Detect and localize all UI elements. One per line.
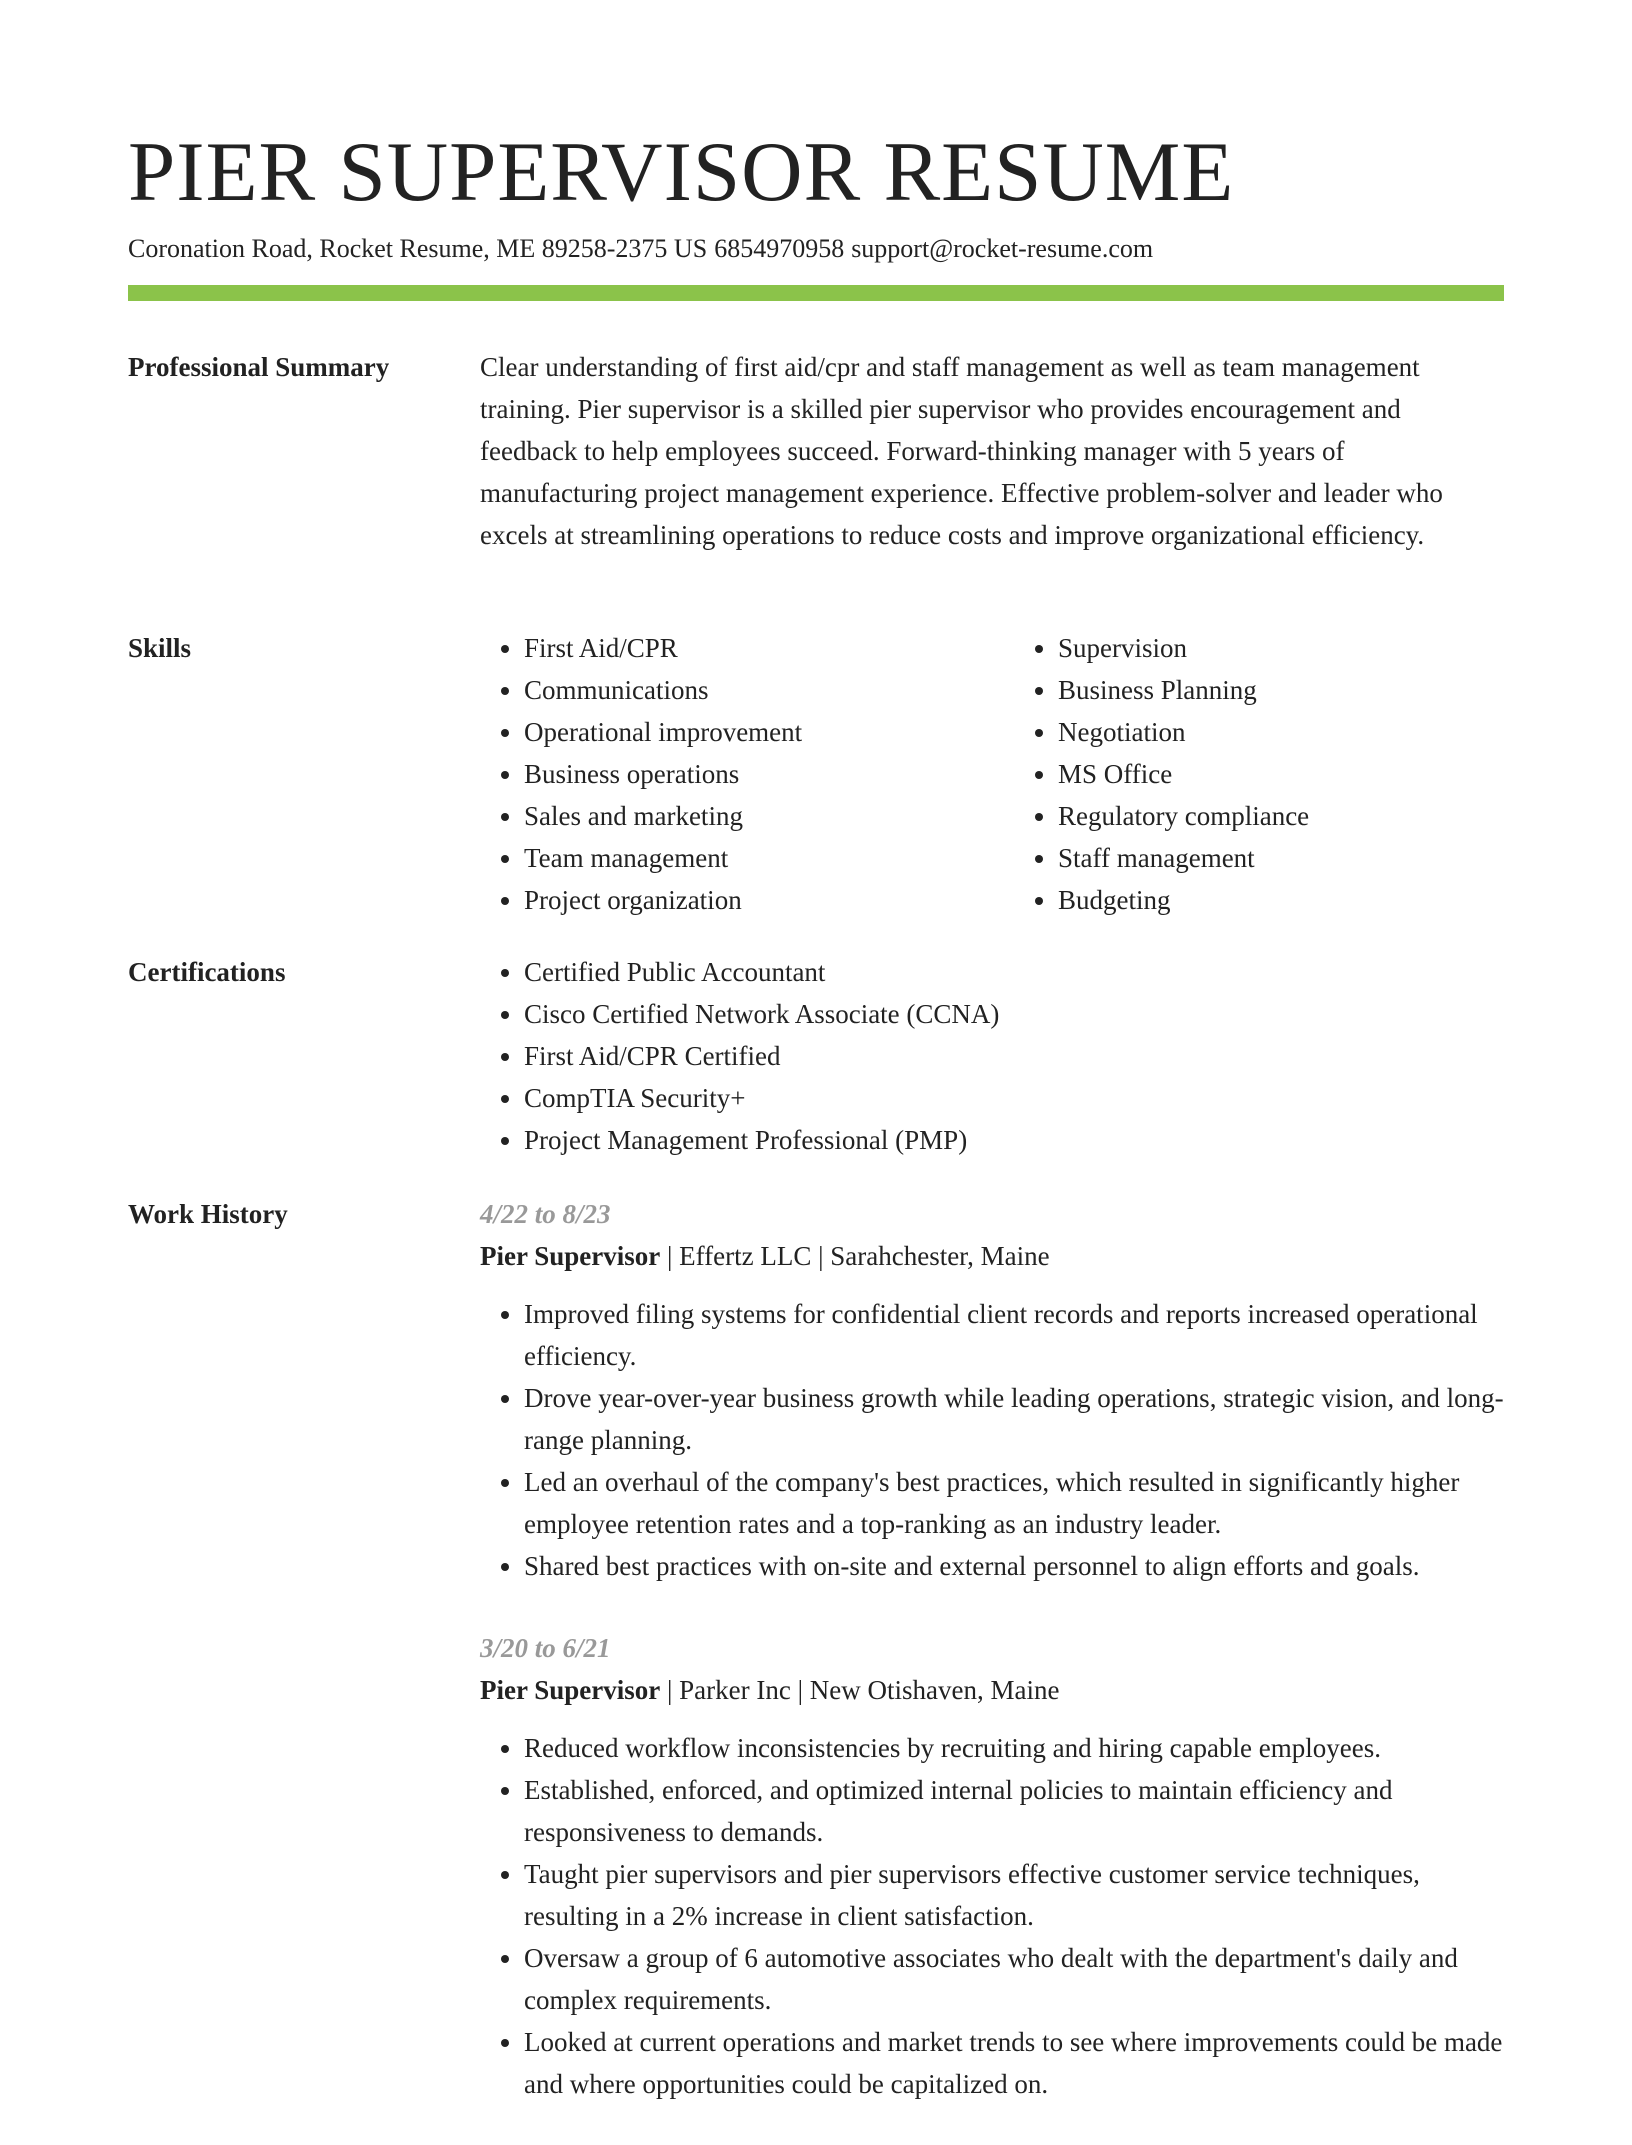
- list-item: • Project organization: [524, 879, 970, 921]
- skills-columns: [480, 627, 1504, 921]
- contact-line: [128, 231, 1153, 267]
- job-title-line: Pier Supervisor | Effertz LLC | Sarahchester, Maine: [480, 1241, 1050, 1271]
- summary-body: [480, 346, 1504, 556]
- list-item: • Regulatory compliance: [1058, 795, 1504, 837]
- work-history-body: [480, 1193, 1504, 2145]
- list-item: • Supervision: [1058, 627, 1504, 669]
- job-company: Parker Inc: [679, 1675, 791, 1705]
- job-location: Sarahchester, Maine: [830, 1241, 1050, 1271]
- list-item: • CompTIA Security+: [524, 1077, 1504, 1119]
- list-item: • First Aid/CPR: [524, 627, 970, 669]
- list-item: • Drove year-over-year business growth while leading operations, strategic vision, and long-range planning.: [524, 1377, 1504, 1461]
- list-item: • Taught pier supervisors and pier supervisors effective customer service techniques, resulting in a 2% increase in client satisfaction.: [524, 1853, 1504, 1937]
- certifications-list: [480, 951, 1504, 1161]
- list-item: • Established, enforced, and optimized internal policies to maintain efficiency and responsiveness to demands.: [524, 1769, 1504, 1853]
- skills-list-left: [480, 627, 970, 921]
- job-role: Pier Supervisor: [480, 1241, 661, 1271]
- job-entry: [480, 1627, 1504, 2105]
- summary-heading: Professional Summary: [128, 352, 390, 382]
- list-item: • Led an overhaul of the company's best practices, which resulted in significantly higher employee retention rates and a top-ranking as an industry leader.: [524, 1461, 1504, 1545]
- job-dates: 3/20 to 6/21: [480, 1633, 611, 1663]
- job-dates: 4/22 to 8/23: [480, 1199, 611, 1229]
- skills-list-right: [1014, 627, 1504, 921]
- resume-title: PIER SUPERVISOR RESUME: [128, 125, 1235, 219]
- list-item: • Operational improvement: [524, 711, 970, 753]
- list-item: • Improved filing systems for confidential client records and reports increased operational efficiency.: [524, 1293, 1504, 1377]
- skills-body: [480, 627, 1504, 921]
- list-item: • Shared best practices with on-site and external personnel to align efforts and goals.: [524, 1545, 1504, 1587]
- list-item: • MS Office: [1058, 753, 1504, 795]
- job-location: New Otishaven, Maine: [809, 1675, 1060, 1705]
- job-title-line: Pier Supervisor | Parker Inc | New Otishaven, Maine: [480, 1675, 1060, 1705]
- certifications-heading: Certifications: [128, 957, 286, 987]
- contact-email: support@rocket-resume.com: [851, 234, 1154, 263]
- job-company: Effertz LLC: [679, 1241, 812, 1271]
- list-item: • Reduced workflow inconsistencies by recruiting and hiring capable employees.: [524, 1727, 1504, 1769]
- job-entry: [480, 1193, 1504, 1587]
- list-item: • Sales and marketing: [524, 795, 970, 837]
- work-history-heading: Work History: [128, 1199, 288, 1229]
- summary-text: Clear understanding of first aid/cpr and staff management as well as team management training. Pier supervisor is a skilled pier supervisor who provides encouragement and feedback to help employees succeed. Forward-thinking manager with 5 years of manufacturing project management experience. Effective problem-solver and leader who excels at streamlining operations to reduce costs and improve organizational efficiency.: [480, 352, 1443, 550]
- list-item: • Staff management: [1058, 837, 1504, 879]
- job-bullets: [480, 1293, 1504, 1587]
- header-divider: [128, 285, 1504, 301]
- certifications-body: [480, 951, 1504, 1161]
- contact-phone: 6854970958: [714, 234, 845, 263]
- job-bullets: [480, 1727, 1504, 2105]
- list-item: • Communications: [524, 669, 970, 711]
- list-item: • Negotiation: [1058, 711, 1504, 753]
- list-item: • Certified Public Accountant: [524, 951, 1504, 993]
- list-item: • Oversaw a group of 6 automotive associates who dealt with the department's daily and complex requirements.: [524, 1937, 1504, 2021]
- list-item: • Looked at current operations and market trends to see where improvements could be made and where opportunities could be capitalized on.: [524, 2021, 1504, 2105]
- job-role: Pier Supervisor: [480, 1675, 661, 1705]
- list-item: • Budgeting: [1058, 879, 1504, 921]
- list-item: • Business operations: [524, 753, 970, 795]
- list-item: • Team management: [524, 837, 970, 879]
- list-item: • Project Management Professional (PMP): [524, 1119, 1504, 1161]
- contact-address: Coronation Road, Rocket Resume, ME 89258-2375 US: [128, 234, 708, 263]
- list-item: • First Aid/CPR Certified: [524, 1035, 1504, 1077]
- list-item: • Business Planning: [1058, 669, 1504, 711]
- list-item: • Cisco Certified Network Associate (CCNA): [524, 993, 1504, 1035]
- skills-heading: Skills: [128, 633, 192, 663]
